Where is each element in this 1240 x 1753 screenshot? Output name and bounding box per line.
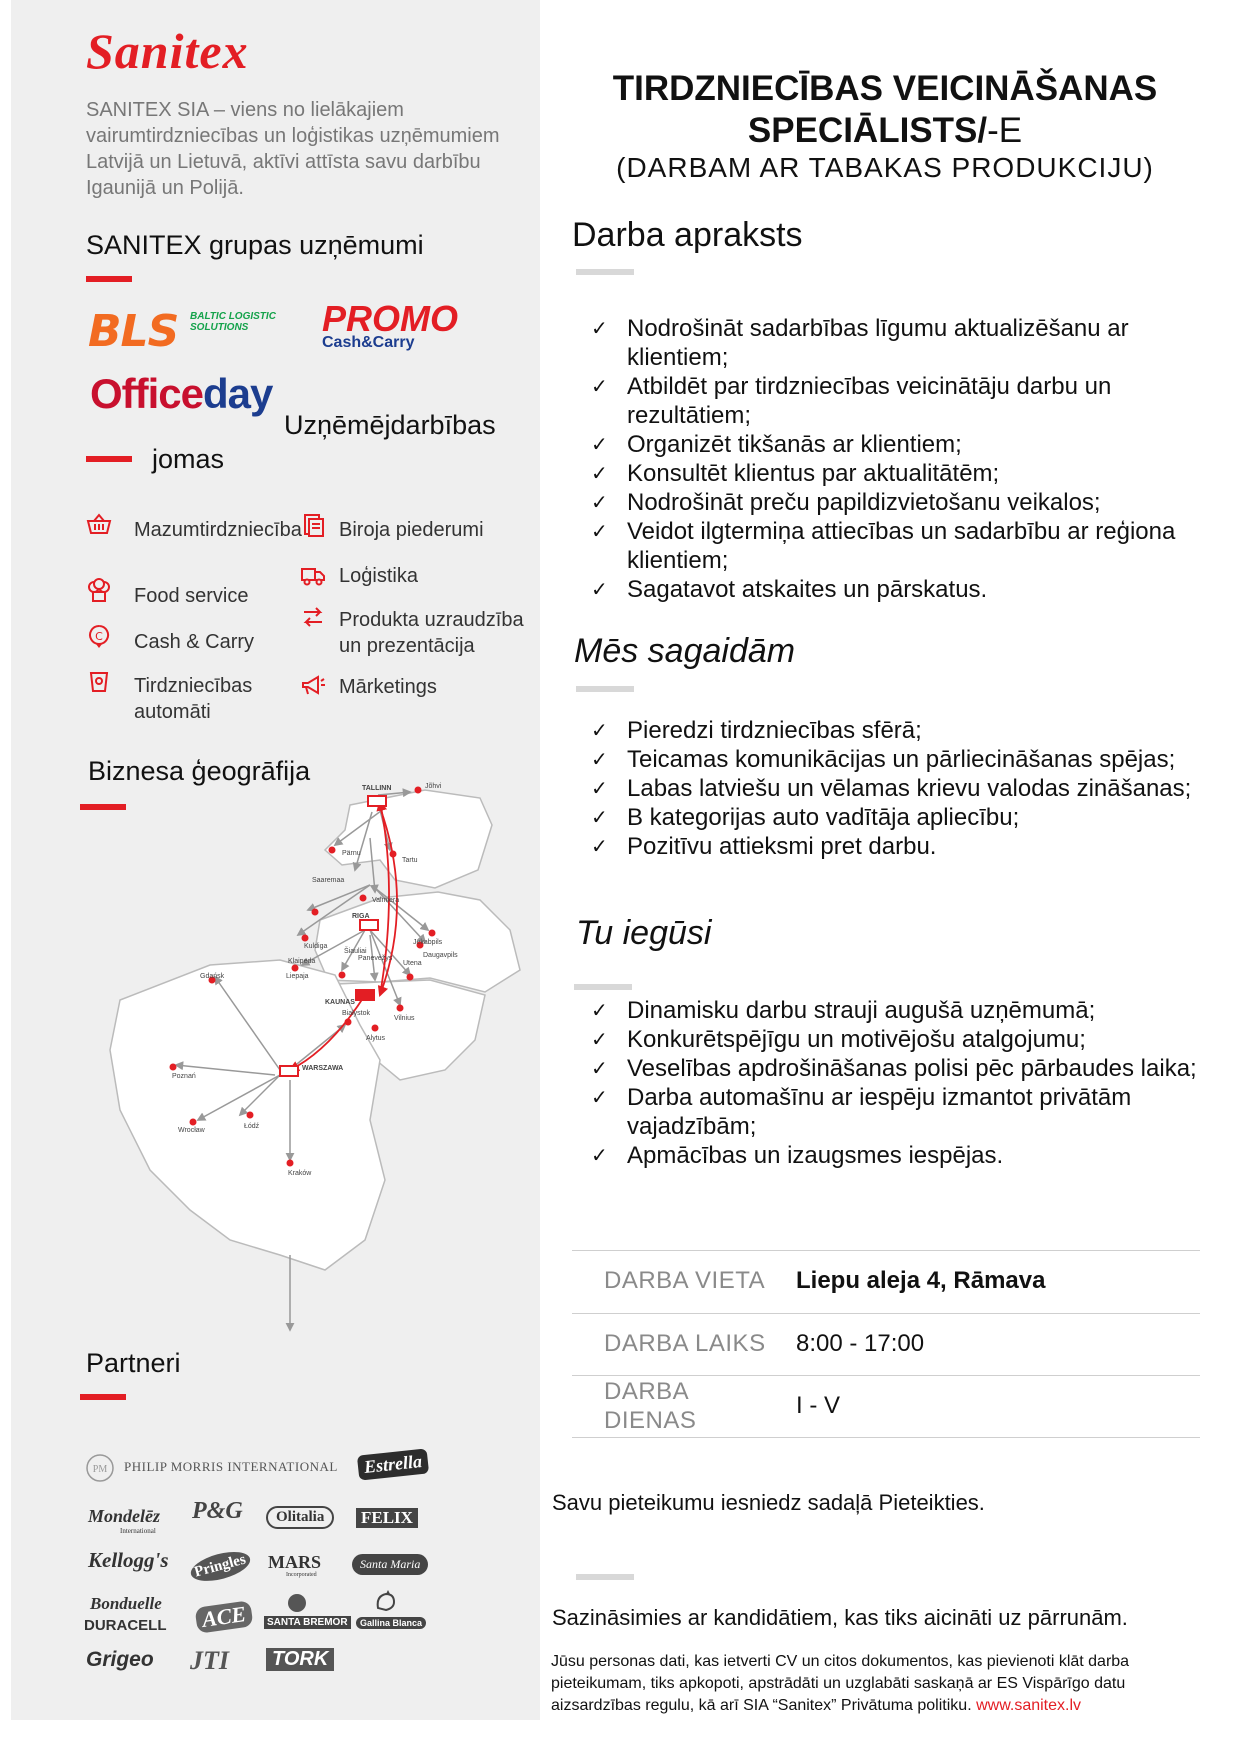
- partner-tork: TORK: [266, 1648, 334, 1671]
- map-label-liepaja: Liepaja: [286, 973, 309, 980]
- area-office-supplies: Biroja piederumi: [339, 519, 484, 541]
- job-info-table: [572, 1250, 1200, 1438]
- tallinn-hub: [368, 796, 386, 806]
- map-label-panevezys: Panevėžys: [358, 955, 393, 962]
- description-heading: Darba apraksts: [572, 216, 803, 254]
- offer-list: [572, 996, 1212, 1170]
- list-item: ✓ Veselības apdrošināšanas polisi pēc pārbaudes laika;: [572, 1054, 1212, 1083]
- vending-cup-icon: [86, 668, 112, 694]
- truck-icon: [300, 562, 326, 588]
- map-label-johvi: Jõhvi: [425, 783, 442, 790]
- info-key-days-line1: DARBA: [604, 1378, 690, 1405]
- partner-santa-bremor: SANTA BREMOR: [264, 1616, 351, 1629]
- bls-sub-line1: BALTIC LOGISTIC: [190, 311, 276, 322]
- website-link[interactable]: www.sanitex.lv: [976, 1697, 1082, 1714]
- expectations-list: [572, 716, 1222, 861]
- map-label-alytus: Alytus: [366, 1035, 386, 1042]
- info-value-hours: 8:00 - 17:00: [795, 1313, 1200, 1375]
- description-list: [572, 314, 1212, 604]
- heading-underline: [576, 686, 634, 692]
- partner-mondelez: Mondelēz: [88, 1506, 160, 1526]
- cash-icon: [86, 624, 112, 650]
- partner-gallina-blanca: Gallina Blanca: [356, 1617, 426, 1629]
- map-label-riga: RIGA: [352, 913, 370, 920]
- privacy-notice: [551, 1651, 1181, 1717]
- partner-estrella: Estrella: [357, 1448, 429, 1480]
- officeday-part1: Office: [90, 370, 204, 417]
- heading-underline: [86, 276, 132, 282]
- privacy-text: Jūsu personas dati, kas ietverti CV un citos dokumentos, kas pievienoti klāt darba pieteikumam, tiks apkopoti, apstrādāti un uzglabāti saskaņā ar ES Vispārīgo datu aizsardzības regulu, kā arī SIA “Sanitex” Privātuma politiku.: [551, 1653, 1130, 1714]
- contact-note: Sazināsimies ar kandidātiem, kas tiks aicināti uz pārrunām.: [552, 1605, 1128, 1630]
- table-row: [572, 1375, 1200, 1437]
- area-cash-carry: Cash & Carry: [134, 631, 255, 653]
- list-item: ✓ Konkurētspējīgu un motivējošu atalgojumu;: [572, 1025, 1212, 1054]
- partner-felix: FELIX: [356, 1508, 418, 1528]
- info-value-location: Liepu aleja 4, Rāmava: [795, 1250, 1200, 1313]
- partner-mondelez-sub: International: [120, 1527, 156, 1535]
- officeday-logo: [90, 370, 272, 418]
- list-item: ✓ B kategorijas auto vadītāja apliecību;: [572, 803, 1222, 832]
- group-companies-heading: SANITEX grupas uzņēmumi: [86, 230, 424, 260]
- area-retail: Mazumtirdzniecība: [134, 519, 302, 541]
- map-label-siauliai: Šiauliai: [344, 948, 367, 955]
- map-label-kaunas: KAUNAS: [325, 999, 355, 1006]
- list-item: ✓ Teicamas komunikācijas un pārliecināšanas spējas;: [572, 745, 1222, 774]
- bls-sub-line2: SOLUTIONS: [190, 322, 249, 333]
- area-vending-line1: Tirdzniecības: [134, 675, 253, 697]
- officeday-part2: day: [203, 370, 273, 417]
- estonia-shape: [325, 790, 492, 888]
- info-value-days: I - V: [795, 1375, 1200, 1437]
- partners-logos: [80, 1452, 520, 1692]
- map-label-poznan: Poznań: [172, 1073, 196, 1080]
- area-product-line1: Produkta uzraudzība: [339, 609, 524, 631]
- info-key-hours: DARBA LAIKS: [572, 1313, 795, 1375]
- santa-bremor-emblem-icon: [284, 1592, 310, 1614]
- map-label-jekabpils: Jekabpils: [413, 939, 443, 946]
- partner-grigeo: Grigeo: [86, 1648, 154, 1671]
- map-label-krakow: Kraków: [288, 1170, 312, 1177]
- area-product-line2: un prezentācija: [339, 635, 475, 657]
- map-label-saaremaa: Saaremaa: [312, 877, 345, 884]
- kaunas-hub: [356, 990, 374, 1000]
- business-areas-heading-2: jomas: [152, 444, 225, 474]
- partner-pg: P&G: [192, 1498, 243, 1524]
- map-label-utena: Utena: [403, 960, 422, 967]
- partner-duracell: DURACELL: [84, 1617, 167, 1634]
- riga-hub: [360, 920, 378, 930]
- map-label-gdansk: Gdańsk: [200, 973, 225, 980]
- map-label-tallinn: TALLINN: [362, 785, 392, 792]
- partner-mars: MARS: [268, 1552, 321, 1572]
- job-title-suffix: -E: [987, 111, 1023, 150]
- heading-underline: [80, 1394, 126, 1400]
- partner-pmi: PHILIP MORRIS INTERNATIONAL: [124, 1459, 338, 1474]
- job-title-line1: TIRDZNIECĪBAS VEICINĀŠANAS: [612, 69, 1158, 108]
- chef-hat-icon: [86, 578, 112, 604]
- list-item: ✓ Atbildēt par tirdzniecības veicinātāju darbu un rezultātiem;: [572, 372, 1212, 430]
- partner-santa-maria: Santa Maria: [352, 1554, 428, 1575]
- area-logistics: Loģistika: [339, 565, 418, 587]
- geography-heading: Biznesa ģeogrāfija: [88, 756, 311, 786]
- bls-logo-subtitle: [190, 311, 276, 333]
- office-supplies-icon: [300, 512, 326, 538]
- table-row: [572, 1250, 1200, 1313]
- offer-heading: Tu iegūsi: [576, 914, 712, 952]
- bls-logo: BLS: [88, 306, 179, 357]
- partners-heading: Partneri: [86, 1348, 181, 1378]
- list-item: ✓ Pozitīvu attieksmi pret darbu.: [572, 832, 1222, 861]
- partner-kelloggs: Kellogg's: [88, 1548, 169, 1572]
- map-label-kuldiga: Kuldiga: [304, 943, 328, 950]
- basket-icon: [86, 512, 112, 538]
- list-item: ✓ Darba automašīnu ar iespēju izmantot privātām vajadzībām;: [572, 1083, 1212, 1141]
- job-title-bold: SPECIĀLISTS/: [747, 111, 988, 150]
- table-row: [572, 1313, 1200, 1375]
- map-label-tartu: Tartu: [402, 857, 418, 864]
- partner-bonduelle: Bonduelle: [90, 1594, 162, 1613]
- promo-logo-subtitle: Cash&Carry: [322, 334, 415, 351]
- area-product-monitoring: [339, 607, 524, 659]
- svg-text:C: C: [95, 630, 103, 643]
- map-label-lodz: Łódź: [244, 1123, 260, 1130]
- area-vending: [134, 673, 252, 725]
- list-item: ✓ Labas latviešu un vēlamas krievu valodas zināšanas;: [572, 774, 1222, 803]
- list-item: ✓ Dinamisku darbu strauji augušā uzņēmumā;: [572, 996, 1212, 1025]
- list-item: ✓ Nodrošināt sadarbības līgumu aktualizēšanu ar klientiem;: [572, 314, 1212, 372]
- area-marketing: Mārketings: [339, 676, 437, 698]
- svg-text:PM: PM: [92, 1464, 108, 1475]
- warszawa-hub: [280, 1066, 298, 1076]
- apply-instructions: Savu pieteikumu iesniedz sadaļā Pieteikties.: [552, 1490, 985, 1515]
- partner-jti: JTI: [190, 1646, 229, 1675]
- promo-logo: PROMO: [322, 298, 459, 339]
- map-label-warszawa: WARSZAWA: [302, 1065, 344, 1072]
- map-label-vilnius: Vilnius: [394, 1015, 415, 1022]
- partner-mars-sub: Incorporated: [286, 1572, 317, 1578]
- expectations-heading: Mēs sagaidām: [574, 632, 796, 670]
- job-subtitle: (DARBAM AR TABAKAS PRODUKCIJU): [616, 152, 1154, 183]
- map-label-klaipeda: Klaipeda: [288, 958, 316, 965]
- info-key-days: [572, 1375, 795, 1437]
- megaphone-icon: [300, 672, 326, 698]
- baltic-poland-map: [80, 770, 525, 1360]
- map-label-valmiera: Valmiera: [372, 897, 400, 904]
- map-label-bialystok: Białystok: [342, 1010, 371, 1017]
- pmi-crest-icon: [84, 1452, 116, 1484]
- area-vending-line2: automāti: [134, 701, 211, 723]
- info-key-days-line2: DIENAS: [604, 1407, 697, 1434]
- company-intro: SANITEX SIA – viens no lielākajiem vairumtirdzniecības un loģistikas uzņēmumiem Latvijā un Lietuvā, aktīvi attīsta savu darbību Igaunijā un Polijā.: [86, 99, 500, 199]
- map-label-parnu: Pärnu: [342, 850, 361, 857]
- map-label-wroclaw: Wrocław: [178, 1127, 205, 1134]
- list-item: ✓ Veidot ilgtermiņa attiecības un sadarbību ar reģiona klientiem;: [572, 517, 1212, 575]
- business-areas-heading-1: Uzņēmējdarbības: [284, 410, 496, 440]
- info-key-location: DARBA VIETA: [572, 1250, 795, 1313]
- sanitex-logo: Sanitex: [86, 23, 249, 79]
- rooster-icon: [372, 1588, 400, 1614]
- list-item: ✓ Konsultēt klientus par aktualitātēm;: [572, 459, 1212, 488]
- heading-underline: [86, 456, 132, 462]
- list-item: ✓ Pieredzi tirdzniecības sfērā;: [572, 716, 1222, 745]
- partner-ace: ACE: [194, 1600, 253, 1634]
- area-food-service: Food service: [134, 585, 249, 607]
- map-label-daugavpils: Daugavpils: [423, 952, 458, 959]
- display-arrows-icon: [300, 604, 326, 630]
- heading-underline: [576, 269, 634, 275]
- heading-underline: [576, 1574, 634, 1580]
- partner-olitalia: Olitalia: [266, 1506, 334, 1529]
- list-item: ✓ Nodrošināt preču papildizvietošanu veikalos;: [572, 488, 1212, 517]
- partner-pringles: Pringles: [188, 1547, 253, 1587]
- job-title-line2: [560, 110, 1210, 152]
- list-item: ✓ Sagatavot atskaites un pārskatus.: [572, 575, 1212, 604]
- list-item: ✓ Organizēt tikšanās ar klientiem;: [572, 430, 1212, 459]
- list-item: ✓ Apmācības un izaugsmes iespējas.: [572, 1141, 1212, 1170]
- job-title: [560, 68, 1210, 152]
- heading-underline: [574, 984, 632, 990]
